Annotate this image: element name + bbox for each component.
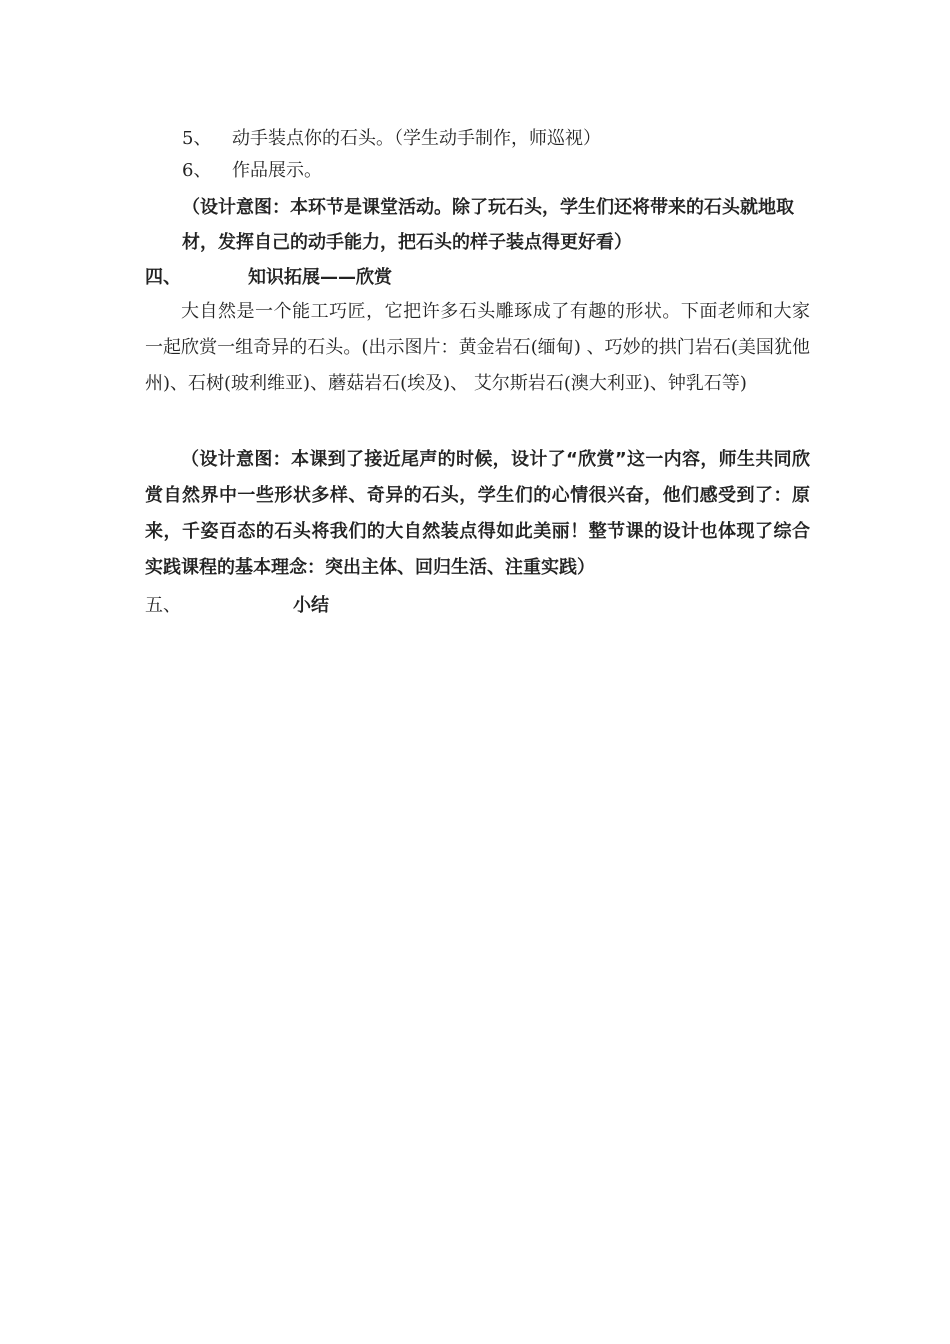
section-number: 五、: [145, 595, 181, 616]
section-title: 知识拓展——欣赏: [248, 267, 392, 288]
list-item-number: 5、: [182, 128, 212, 149]
section-title: 小结: [293, 595, 329, 616]
design-note-1-line-2: 材，发挥自己的动手能力，把石头的样子装点得更好看）: [182, 232, 632, 253]
section-4-heading: [145, 266, 392, 290]
list-item-number: 6、: [182, 160, 212, 181]
list-item-6: [182, 159, 322, 183]
list-item-text: 动手装点你的石头。（学生动手制作，师巡视）: [232, 128, 601, 149]
design-note-2: （设计意图：本课到了接近尾声的时候，设计了“欣赏”这一内容，师生共同欣赏自然界中一些形状多样、奇异的石头，学生们的心情很兴奋，他们感受到了：原来，千姿百态的石头将我们的大自然装点得如此美丽！整节课的设计也体现了综合实践课程的基本理念：突出主体、回归生活、注重实践）: [145, 449, 810, 578]
list-item-5: [182, 127, 601, 151]
section-5-heading: [145, 594, 329, 618]
section-number: 四、: [145, 267, 181, 288]
section-4-paragraph: 大自然是一个能工巧匠，它把许多石头雕琢成了有趣的形状。下面老师和大家一起欣赏一组奇异的石头。(出示图片：黄金岩石(缅甸) 、巧妙的拱门岩石(美国犹他州)、石树(玻利维亚)、蘑菇岩石(埃及)、 艾尔斯岩石(澳大利亚)、钟乳石等): [145, 301, 810, 394]
list-item-text: 作品展示。: [232, 160, 322, 181]
design-note-1-line-1: （设计意图：本环节是课堂活动。除了玩石头，学生们还将带来的石头就地取: [182, 197, 794, 218]
